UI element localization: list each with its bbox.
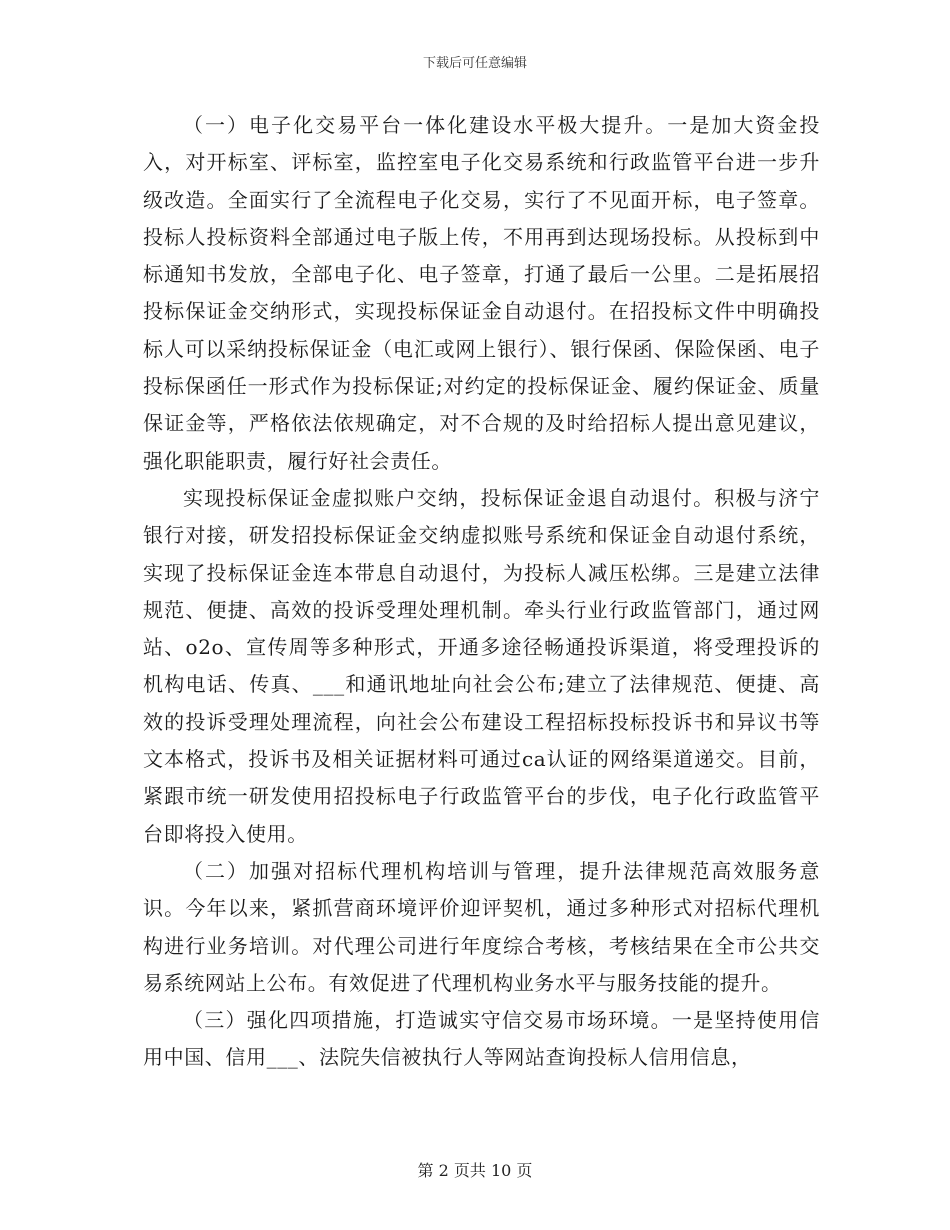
paragraph-1: （一）电子化交易平台一体化建设水平极大提升。一是加大资金投入，对开标室、评标室，监控室电子化交易系统和行政监管平台进一步升级改造。全面实行了全流程电子化交易，实行了不见面开标，电子签章。投标人投标资料全部通过电子版上传，不用再到达现场投标。从投标到中标通知书发放，全部电子化、电子签章，打通了最后一公里。二是拓展招投标保证金交纳形式，实现投标保证金自动退付。在招投标文件中明确投标人可以采纳投标保证金（电汇或网上银行）、银行保函、保险保函、电子投标保函任一形式作为投标保证;对约定的投标保证金、履约保证金、质量保证金等，严格依法依规确定，对不合规的及时给招标人提出意见建议，强化职能职责，履行好社会责任。: [143, 113, 820, 473]
document-body: [143, 107, 820, 1077]
paragraph-3: （二）加强对招标代理机构培训与管理，提升法律规范高效服务意识。今年以来，紧抓营商环境评价迎评契机，通过多种形式对招标代理机构进行业务培训。对代理公司进行年度综合考核，考核结果在全市公共交易系统网站上公布。有效促进了代理机构业务水平与服务技能的提升。: [143, 858, 820, 995]
page-footer: 第 2 页共 10 页: [417, 1161, 533, 1180]
paragraph-2: 实现投标保证金虚拟账户交纳，投标保证金退自动退付。积极与济宁银行对接，研发招投标保证金交纳虚拟账号系统和保证金自动退付系统，实现了投标保证金连本带息自动退付，为投标人减压松绑。三是建立法律规范、便捷、高效的投诉受理处理机制。牵头行业行政监管部门，通过网站、o2o、宣传周等多种形式，开通多途径畅通投诉渠道，将受理投诉的机构电话、传真、___和通讯地址向社会公布;建立了法律规范、便捷、高效的投诉受理处理流程，向社会公布建设工程招标投标投诉书和异议书等文本格式，投诉书及相关证据材料可通过ca认证的网络渠道递交。目前，紧跟市统一研发使用招投标电子行政监管平台的步伐，电子化行政监管平台即将投入使用。: [143, 485, 820, 846]
paragraph-4: （三）强化四项措施，打造诚实守信交易市场环境。一是坚持使用信用中国、信用___、法院失信被执行人等网站查询投标人信用信息，: [143, 1008, 820, 1070]
page-header: 下载后可任意编辑: [422, 56, 527, 71]
